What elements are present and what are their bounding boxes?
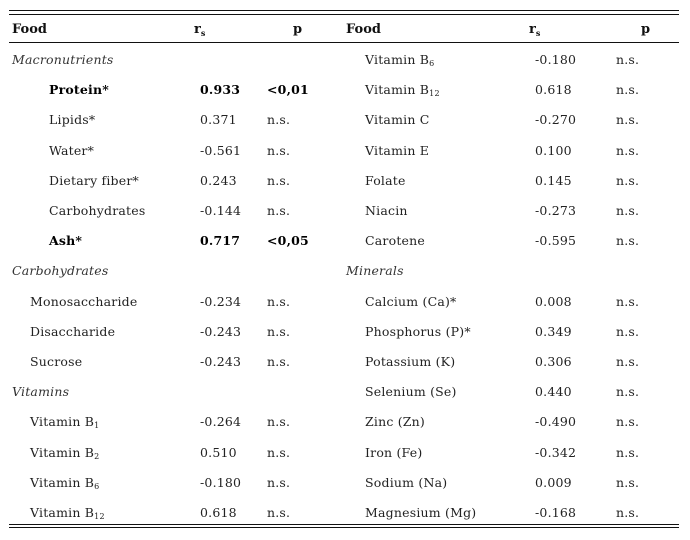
right-table-row [9,112,679,142]
rs-value: 0.008 [535,293,572,309]
p-value: n.s. [267,474,291,490]
p-value: n.s. [267,414,291,430]
p-value: n.s. [616,142,640,158]
p-value: n.s. [267,203,291,218]
p-value: n.s. [616,354,640,369]
right-table-row [9,294,679,324]
food-name: Vitamin E [365,142,430,158]
header-rule [9,42,679,43]
rs-value: -0.270 [535,112,577,128]
right-table-row [9,143,679,173]
rs-value: 0.440 [535,384,572,400]
food-name: Potassium (K) [365,354,456,369]
right-table-row [9,384,679,414]
rs-value: 0.717 [200,233,241,249]
rs-value: 0.306 [535,354,572,369]
rs-value: -0.243 [200,354,242,369]
rs-value: 0.618 [535,82,572,98]
category-label: Minerals [346,263,404,279]
correlation-table [9,10,679,530]
food-name: Vitamin $B_{12}$ [365,82,440,99]
header-p-right: p [641,22,651,37]
p-value: n.s. [616,323,640,339]
food-name: Niacin [365,203,408,218]
rs-value: -0.595 [535,233,577,249]
food-name: Vitamin $B_1$ [30,414,100,431]
right-table-row [9,82,679,112]
food-name: Zinc (Zn) [365,414,425,430]
right-table-row [9,354,679,384]
right-table-row [9,263,679,293]
food-name: Water* [49,142,95,158]
p-value: n.s. [616,233,640,249]
food-name: Vitamin $B_{12}$ [30,505,105,521]
top-rule [9,10,679,11]
rs-value: 0.933 [200,82,241,98]
p-value: n.s. [267,323,291,339]
rs-value: -0.243 [200,323,242,339]
rs-value: 0.510 [200,444,237,460]
bottom-rule-inner [9,527,679,528]
rs-value: -0.273 [535,203,577,218]
right-table-row [9,173,679,203]
header-food-left: Food [12,22,47,37]
food-name: Protein* [49,82,110,98]
p-value: n.s. [616,203,640,218]
right-table-row [9,52,679,82]
p-value: n.s. [267,293,291,309]
p-value: n.s. [616,444,640,460]
food-name: Vitamin $B_2$ [30,444,100,461]
p-value: <0,05 [267,233,309,249]
rs-value: -0.342 [535,444,577,460]
food-name: Carbohydrates [49,203,146,218]
right-table-row [9,414,679,444]
p-value: n.s. [267,444,291,460]
rs-value: 0.100 [535,142,572,158]
p-value: n.s. [616,384,640,400]
rs-value: 0.349 [535,323,572,339]
rs-value: -0.561 [200,142,242,158]
category-label: Macronutrients [12,52,114,67]
food-name: Calcium (Ca)* [365,293,457,309]
category-label: Vitamins [12,384,70,400]
header-rs-left: $r_s$ [194,22,206,38]
right-table-row [9,505,679,535]
p-value: n.s. [616,505,640,520]
p-value: n.s. [616,293,640,309]
food-name: Ash* [49,233,83,249]
category-label: Carbohydrates [12,263,109,279]
p-value: n.s. [267,505,291,520]
p-value: n.s. [267,172,291,188]
p-value: n.s. [267,112,291,128]
rs-value: 0.371 [200,112,237,128]
p-value: n.s. [616,172,640,188]
food-name: Monosaccharide [30,293,138,309]
p-value: n.s. [616,414,640,430]
p-value: n.s. [616,474,640,490]
rs-value: 0.009 [535,474,572,490]
top-rule-inner [9,14,679,15]
p-value: n.s. [267,142,291,158]
food-name: Magnesium (Mg) [365,505,477,520]
food-name: Iron (Fe) [365,444,423,460]
rs-value: -0.490 [535,414,577,430]
header-p-left: p [293,22,303,37]
right-table-row [9,445,679,475]
food-name: Folate [365,172,406,188]
food-name: Vitamin $B_6$ [30,474,100,491]
right-table-row [9,203,679,233]
right-table-row [9,233,679,263]
p-value: <0,01 [267,82,309,98]
right-table-row [9,324,679,354]
food-name: Lipids* [49,112,96,128]
p-value: n.s. [616,52,640,67]
food-name: Phosphorus (P)* [365,323,471,339]
rs-value: 0.145 [535,172,572,188]
bottom-rule [9,524,679,525]
header-food-right: Food [346,22,381,37]
rs-value: -0.168 [535,505,577,520]
food-name: Vitamin C [365,112,430,128]
food-name: Sodium (Na) [365,474,448,490]
rs-value: 0.618 [200,505,237,520]
rs-value: 0.243 [200,172,237,188]
food-name: Carotene [365,233,425,249]
rs-value: -0.264 [200,414,242,430]
food-name: Dietary fiber* [49,172,139,188]
p-value: n.s. [616,82,640,98]
rs-value: -0.180 [535,52,577,67]
header-rs-right: $r_s$ [529,22,541,38]
food-name: Vitamin $B_6$ [365,52,435,68]
right-table-row [9,475,679,505]
rs-value: -0.144 [200,203,242,218]
p-value: n.s. [616,112,640,128]
rs-value: -0.234 [200,293,242,309]
food-name: Selenium (Se) [365,384,457,400]
rs-value: -0.180 [200,474,242,490]
food-name: Sucrose [30,354,83,369]
food-name: Disaccharide [30,323,116,339]
p-value: n.s. [267,354,291,369]
